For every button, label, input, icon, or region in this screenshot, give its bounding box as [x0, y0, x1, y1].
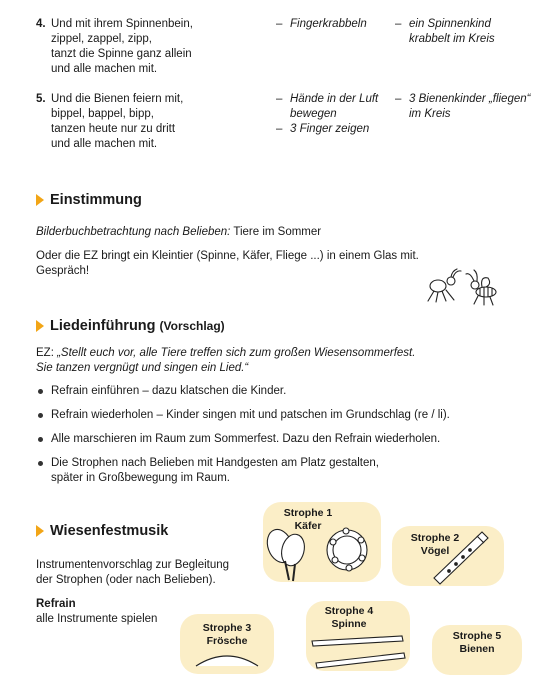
section-heading-suffix: (Vorschlag) [159, 319, 225, 333]
paragraph-line: Instrumentenvorschlag zur Begleitung [36, 559, 230, 571]
gesture-text: Hände in der Luft [290, 93, 379, 105]
strophe-title: Strophe 1 [283, 507, 333, 519]
section-heading [50, 317, 225, 335]
strophe-animal: Frösche [206, 635, 248, 647]
maracas-tambourine-icon [263, 520, 378, 582]
list-item: Refrain wiederholen – Kinder singen mit und patschen im Grundschlag (re / li). [51, 409, 450, 421]
strophe-title: Strophe 2 [410, 532, 460, 544]
verse-number: 4. [36, 18, 46, 30]
gesture-dash: – [276, 93, 283, 105]
strophe-5-card [432, 625, 522, 675]
strophe-animal: Spinne [331, 618, 367, 630]
paragraph-italic: Bilderbuchbetrachtung nach Belieben: [36, 226, 231, 238]
paragraph-line: der Strophen (oder nach Belieben). [36, 574, 216, 586]
gesture-text: Fingerkrabbeln [290, 18, 367, 30]
strophe-4-card [306, 601, 410, 671]
strophe-animal: Bienen [459, 643, 495, 655]
verse-line: tanzen heute nur zu dritt [51, 123, 176, 135]
list-item-continued: später in Großbewegung im Raum. [51, 472, 230, 484]
bullet-icon [38, 437, 43, 442]
bullet-icon [38, 389, 43, 394]
bullet-icon [38, 461, 43, 466]
paragraph-text: Tiere im Sommer [230, 226, 322, 238]
verse-line: Und mit ihrem Spinnenbein, [51, 18, 193, 30]
section-arrow-icon [36, 194, 44, 206]
list-item: Refrain einführen – dazu klatschen die Kinder. [51, 385, 287, 397]
gesture-dash: – [276, 123, 283, 135]
paragraph-line: Oder die EZ bringt ein Kleintier (Spinne, Käfer, Fliege ...) in einem Glas mit. [36, 250, 419, 262]
strophe-2-card [392, 526, 504, 586]
strophe-animal: Vögel [420, 545, 450, 557]
note-dash: – [395, 18, 402, 30]
note-text: im Kreis [409, 108, 451, 120]
paragraph [36, 225, 321, 240]
recorder-icon [430, 530, 490, 586]
verse-line: zippel, zappel, zipp, [51, 33, 153, 45]
ant-bee-illustration [420, 268, 510, 308]
verse-line: und alle machen mit. [51, 138, 158, 150]
quote-prefix: EZ: [36, 347, 58, 359]
note-text: krabbelt im Kreis [409, 33, 495, 45]
section-heading: Wiesenfestmusik [50, 523, 169, 539]
strophe-title: Strophe 3 [202, 622, 252, 634]
quote-line [36, 346, 415, 361]
strophe-1-card [263, 502, 381, 582]
quote-line: Sie tanzen vergnügt und singen ein Lied.“ [36, 362, 249, 374]
verse-line: und alle machen mit. [51, 63, 158, 75]
note-dash: – [395, 93, 402, 105]
section-heading: Einstimmung [50, 192, 142, 208]
gesture-text: bewegen [290, 108, 337, 120]
paragraph-line: Gespräch! [36, 265, 90, 277]
verse-line: tanzt die Spinne ganz allein [51, 48, 192, 60]
list-item: Alle marschieren im Raum zum Sommerfest. Dazu den Refrain wiederholen. [51, 433, 441, 445]
strophe-title: Strophe 4 [324, 605, 374, 617]
claves-icon [310, 635, 408, 669]
refrain-text: alle Instrumente spielen [36, 613, 158, 625]
section-heading-text: Liedeinführung [50, 318, 156, 334]
verse-line: bippel, bappel, bipp, [51, 108, 154, 120]
strophe-title: Strophe 5 [452, 630, 502, 642]
refrain-title: Refrain [36, 598, 76, 610]
section-arrow-icon [36, 525, 44, 537]
section-arrow-icon [36, 320, 44, 332]
strophe-animal: Käfer [294, 520, 322, 532]
note-text: ein Spinnenkind [409, 18, 491, 30]
strophe-3-card [180, 614, 274, 674]
gesture-dash: – [276, 18, 283, 30]
note-text: 3 Bienenkinder „fliegen“ [409, 93, 531, 105]
gesture-text: 3 Finger zeigen [290, 123, 370, 135]
list-item: Die Strophen nach Belieben mit Handgesten am Platz gestalten, [51, 457, 379, 469]
verse-line: Und die Bienen feiern mit, [51, 93, 184, 105]
verse-number: 5. [36, 93, 46, 105]
bullet-icon [38, 413, 43, 418]
quote-text: „Stellt euch vor, alle Tiere treffen sich zum großen Wiesensommerfest. [57, 347, 416, 359]
